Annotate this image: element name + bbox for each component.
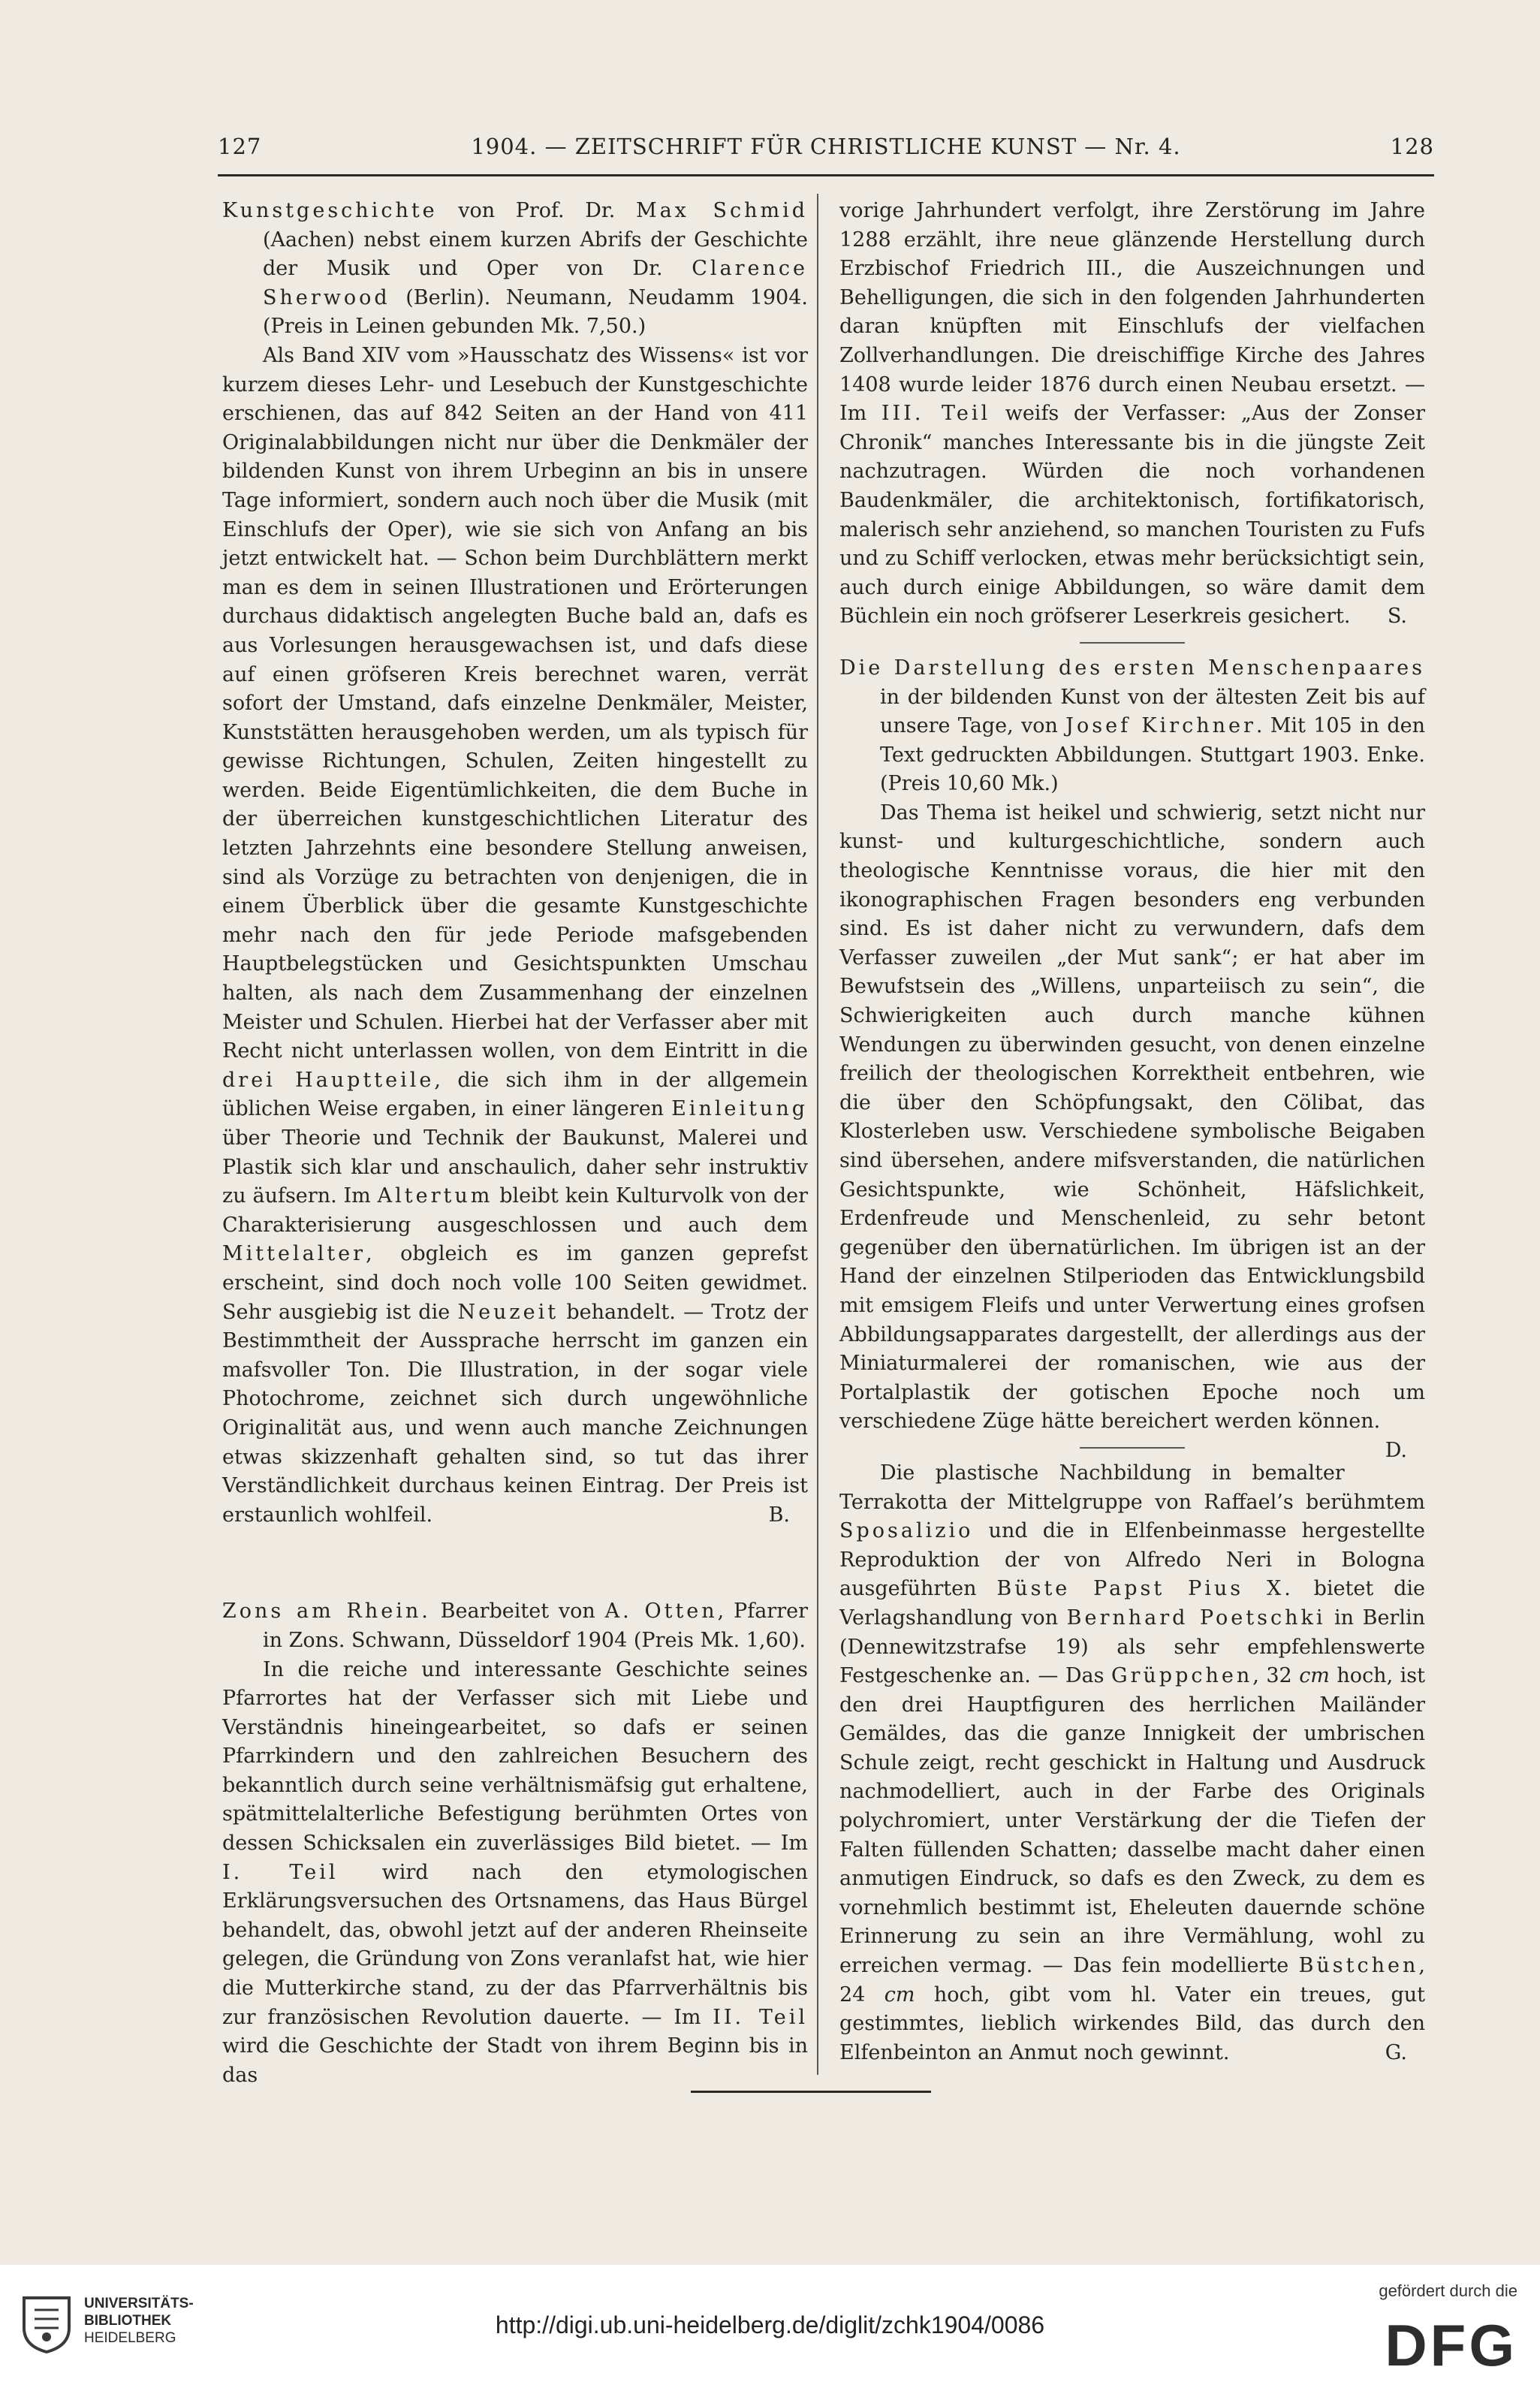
- section-gap: [222, 1530, 808, 1597]
- review-body-menschenpaar: Das Thema ist heikel und schwierig, setzt nicht nur kunst- und kulturgeschichtliche, sondern auch theologische Kenntnisse voraus, die hier mit den ikonographischen Fragen besonders eng verbunden sind. Es ist daher nicht zu verwundern, dafs dem Verfasser zuweilen „der Mut sank“; er hat aber im Bewufstsein des „Willens, unparteiisch zu sein“, die Schwierigkeiten auch durch manche kühnen Wendungen zu überwinden gesucht, von denen einzelne freilich der theologischen Korrektheit entbehren, wie die über den Schöpfungsakt, den Cölibat, das Klosterleben usw. Verschiedene symbolische Beigaben sind übersehen, andere mifsverstanden, die natürlichen Gesichtspunkte, wie Schönheit, Häfslichkeit, Erdenfreude und Menschenleid, zu sehr betont gegenüber den übernatürlichen. Im übrigen ist an der Hand der einzelnen Stilperioden das Entwicklungsbild mit emsigem Fleifs und unter Verwertung eines grofsen Abbildungsapparates dargestellt, der allerdings aus der Miniaturmalerei der romanischen, wie aus der Portalplastik der gotischen Epoche noch um verschiedene Züge hätte bereichert werden können. D.: [839, 799, 1425, 1437]
- review-heading-menschenpaar: Die Darstellung des ersten Menschenpaares in der bildenden Kunst von der ältesten Zeit bis auf unsere Tage, von Josef Kirchner. Mit 105 in den Text gedruckten Abbildungen. Stuttgart 1903. Enke. (Preis 10,60 Mk.): [839, 656, 1425, 796]
- right-column: [839, 197, 1425, 2067]
- review-body-zons: In die reiche und interessante Geschichte seines Pfarrortes hat der Verfasser sich mit Liebe und Verständnis hineingearbeitet, so dafs er seinen Pfarrkindern und den zahlreichen Besuchern des bekanntlich durch seine verhältnismäfsig gut erhaltene, spätmittelalterliche Befestigung berühmten Ortes von dessen Schicksalen ein zuverlässiges Bild bietet. — Im I. Teil wird nach den etymologischen Erklärungsversuchen des Ortsnamens, das Haus Bürgel behandelt, das, obwohl jetzt auf der anderen Rheinseite gelegen, die Gründung von Zons veranlafst hat, wie hier die Mutterkirche stand, zu der das Pfarrverhältnis bis zur französischen Revolution dauerte. — Im II. Teil wird die Geschichte der Stadt von ihrem Beginn bis in das: [222, 1657, 808, 2087]
- page-end-rule: [691, 2091, 931, 2093]
- running-header: [218, 134, 1434, 171]
- reviewer-initial: G.: [1385, 2040, 1407, 2064]
- journal-title: 1904. — ZEITSCHRIFT FÜR CHRISTLICHE KUNST — Nr. 4.: [471, 134, 1181, 159]
- dfg-logo: DFG: [1385, 2312, 1517, 2378]
- page-number-right: 128: [1390, 134, 1434, 159]
- left-column: [222, 197, 808, 2090]
- notice-body-terrakotta: Die plastische Nachbildung in bemalter Terrakotta der Mittelgruppe von Raffael’s berühmtem Sposalizio und die in Elfenbeinmasse hergestellte Reproduktion der von Alfredo Neri in Bologna ausgeführten Büste Papst Pius X. bietet die Verlagshandlung von Bernhard Poetschki in Berlin (Dennewitzstrafse 19) als sehr empfehlenswerte Festgeschenke an. — Das Grüppchen, 32 cm hoch, ist den drei Hauptfiguren des herrlichen Mailänder Gemäldes, das die ganze Innigkeit der umbrischen Schule zeigt, recht geschickt in Haltung und Ausdruck nachmodelliert, auch in der Farbe des Originals polychromiert, unter Verstärkung der die Tiefen der Falten füllenden Schatten; dasselbe macht daher einen anmutigen Eindruck, so dafs es den Zweck, zu dem es vornehmlich bestimmt ist, Eheleuten dauernde schöne Erinnerung zu sein an ihre Vermählung, wohl zu erreichen vermag. — Das fein modellierte Büstchen, 24 cm hoch, gibt vom hl. Vater ein treues, gut gestimmtes, lieblich wirkendes Bild, das durch den Elfenbeinton an Anmut noch gewinnt. G.: [839, 1459, 1425, 2067]
- digitization-footer: [0, 2265, 1540, 2385]
- reviewer-initial: D.: [1385, 1438, 1407, 1462]
- section-rule: [1080, 642, 1185, 644]
- source-url-link[interactable]: http://digi.ub.uni-heidelberg.de/diglit/zchk1904/0086: [495, 2311, 1045, 2338]
- section-rule: [1080, 1447, 1185, 1449]
- page-number-left: 127: [218, 134, 262, 159]
- review-body-zons-continued: vorige Jahrhundert verfolgt, ihre Zerstörung im Jahre 1288 erzählt, ihre neue glänzende Herstellung durch Erzbischof Friedrich III., die Auszeichnungen und Behelligungen, die sich in den folgenden Jahrhunderten daran knüpften mit Einschlufs der vielfachen Zollverhandlungen. Die dreischiffige Kirche des Jahres 1408 wurde leider 1876 durch einen Neubau ersetzt. — Im III. Teil weifs der Verfasser: „Aus der Zonser Chronik“ manches Interessante bis in die jüngste Zeit nachzutragen. Würden die noch vorhandenen Baudenkmäler, die architektonisch, fortifikatorisch, malerisch sehr anziehend, so manchen Touristen zu Fufs und zu Schiff verlocken, etwas mehr berücksichtigt sein, auch durch einige Abbildungen, so wäre damit dem Büchlein ein noch gröfserer Leserkreis gesichert. S.: [839, 197, 1425, 632]
- column-separator: [817, 194, 818, 2075]
- funding-label: gefördert durch die: [1379, 2281, 1517, 2300]
- header-rule: [218, 174, 1434, 176]
- reviewer-initial: S.: [1387, 605, 1407, 629]
- library-name: UNIVERSITÄTS- BIBLIOTHEK HEIDELBERG: [84, 2296, 194, 2346]
- reviewer-initial: B.: [768, 1503, 790, 1527]
- review-body-kunstgeschichte: Als Band XIV vom »Hausschatz des Wissens« ist vor kurzem dieses Lehr- und Lesebuch der Kunstgeschichte erschienen, das auf 842 Seiten an der Hand von 411 Originalabbildungen nicht nur über die Denkmäler der bildenden Kunst von ihrem Urbeginn an bis in unsere Tage informiert, sondern auch noch über die Musik (mit Einschlufs der Oper), wie sie sich von Anfang an bis jetzt entwickelt hat. — Schon beim Durchblättern merkt man es dem in seinen Illustrationen und Erörterungen durchaus didaktisch angelegten Buche bald an, dafs es aus Vorlesungen herausgewachsen ist, und dafs diese auf einen gröfseren Kreis berechnet waren, verrät sofort der Umstand, dafs einzelne Denkmäler, Meister, Kunststätten herausgehoben werden, um als typisch für gewisse Richtungen, Schulen, Zeiten hingestellt zu werden. Beide Eigentümlichkeiten, die dem Buche in der überreichen kunstgeschichtlichen Literatur des letzten Jahrzehnts eine besondere Stellung anweisen, sind als Vorzüge zu betrachten von denjenigen, die in einem Überblick über die gesamte Kunstgeschichte mehr nach den für jede Periode mafsgebenden Hauptbelegstücken und Gesichtspunkten Umschau halten, als nach dem Zusammenhang der einzelnen Meister und Schulen. Hierbei hat der Verfasser aber mit Recht nicht unterlassen wollen, von dem Eintritt in die drei Hauptteile, die sich ihm in der allgemein üblichen Weise ergaben, in einer längeren Einleitung über Theorie und Technik der Baukunst, Malerei und Plastik sich klar und anschaulich, daher sehr instruktiv zu äufsern. Im Altertum bleibt kein Kulturvolk von der Charakterisierung ausgeschlossen und auch dem Mittelalter, obgleich es im ganzen geprefst erscheint, sind doch noch volle 100 Seiten gewidmet. Sehr ausgiebig ist die Neuzeit behandelt. — Trotz der Bestimmtheit der Aussprache herrscht im ganzen ein mafsvoller Ton. Die Illustration, in der sogar viele Photochrome, zeichnet sich durch ungewöhnliche Originalität aus, und wenn auch manche Zeichnungen etwas skizzenhaft gehalten sind, so tut das ihrer Verständlichkeit durchaus keinen Eintrag. Der Preis ist erstaunlich wohlfeil. B.: [222, 342, 808, 1530]
- review-heading-kunstgeschichte: Kunstgeschichte von Prof. Dr. Max Schmid (Aachen) nebst einem kurzen Abrifs der Geschichte der Musik und Oper von Dr. Clarence Sherwood (Berlin). Neumann, Neudamm 1904. (Preis in Leinen gebunden Mk. 7,50.): [222, 199, 808, 339]
- review-heading-zons: Zons am Rhein. Bearbeitet von A. Otten, Pfarrer in Zons. Schwann, Düsseldorf 1904 (Preis Mk. 1,60).: [222, 1600, 809, 1652]
